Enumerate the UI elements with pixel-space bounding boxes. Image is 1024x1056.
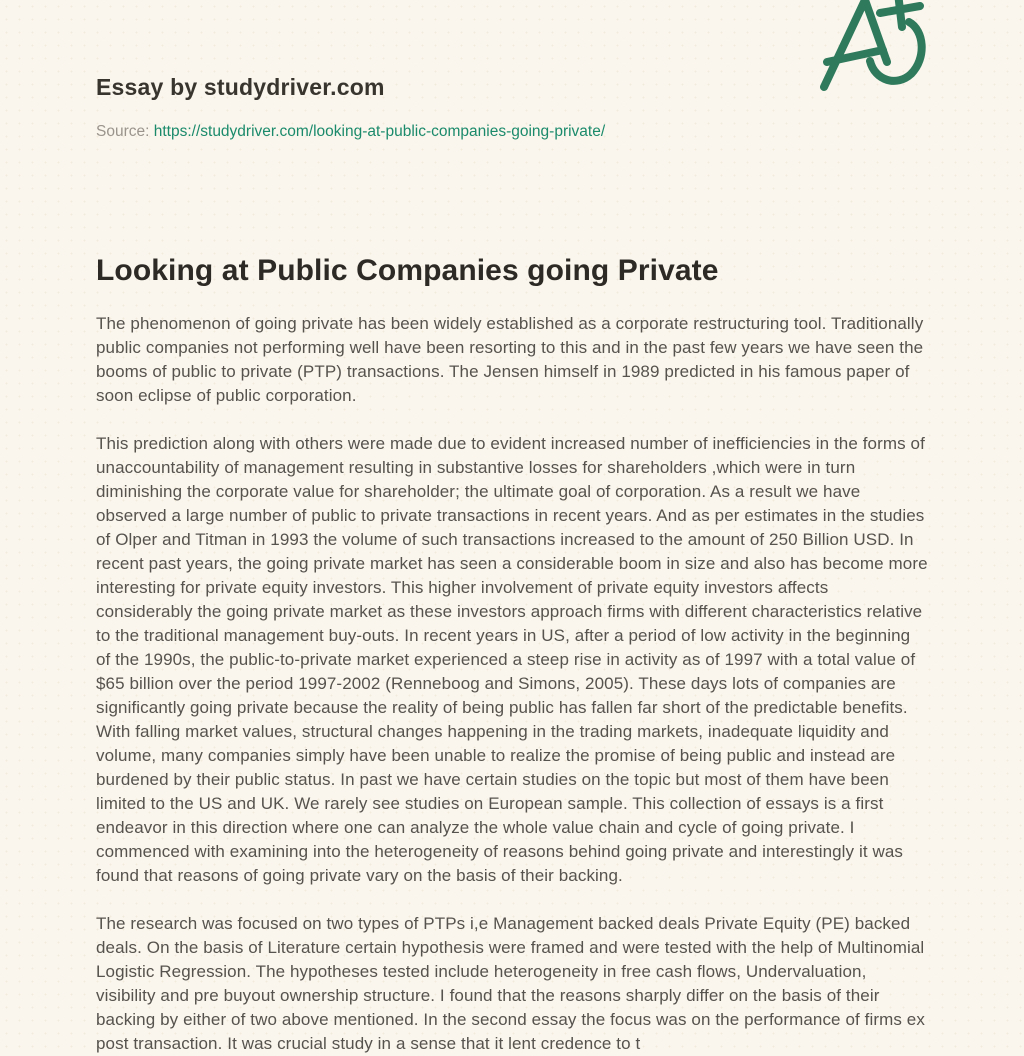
logo-plus-horizontal (880, 6, 920, 13)
article-paragraph-1: The phenomenon of going private has been widely established as a corporate restructuring tool. Traditionally public companies not performing well have been resorting to this and in the past few years we have seen the booms of public to private (PTP) transactions. The Jensen himself in 1989 predicted in his famous paper of soon eclipse of public corporation. (96, 314, 924, 405)
header-title: Essay by studydriver.com (96, 74, 385, 100)
a-plus-logo-icon (813, 0, 935, 97)
article-paragraph-2: This prediction along with others were made due to evident increased number of inefficiencies in the forms of unaccountability of management resulting in substantive losses for shareholders ,which were in turn diminishing the corporate value for shareholder; the ultimate goal of corporation. As a result we have observed a large number of public to private transactions in recent years. And as per estimates in the studies of Olper and Titman in 1993 the volume of such transactions increased to the amount of 250 Billion USD. In recent past years, the going private market has seen a considerable boom in size and also has become more interesting for private equity investors. This higher involvement of private equity investors affects considerably the going private market as these investors approach firms with different characteristics relative to the traditional management buy-outs. In recent years in US, after a period of low activity in the beginning of the 1990s, the public-to-private market experienced a steep rise in activity as of 1997 with a total value of $65 billion over the period 1997-2002 (Renneboog and Simons, 2005). These days lots of companies are significantly going private because the reality of being public has fallen far short of the predictable benefits. With falling market values, structural changes happening in the trading markets, inadequate liquidity and volume, many companies simply have been unable to realize the promise of being public and instead are burdened by their public status. In past we have certain studies on the topic but most of them have been limited to the US and UK. We rarely see studies on European sample. This collection of essays is a first endeavor in this direction where one can analyze the whole value chain and cycle of going private. I commenced with examining into the heterogeneity of reasons behind going private and interestingly it was found that reasons of going private vary on the basis of their backing. (96, 434, 928, 885)
article-paragraph-3: The research was focused on two types of PTPs i,e Management backed deals Private Equity (PE) backed deals. On the basis of Literature certain hypothesis were framed and were tested with the help of Multinomial Logistic Regression. The hypotheses tested include heterogeneity in free cash flows, Undervaluation, visibility and pre buyout ownership structure. I found that the reasons sharply differ on the basis of their backing by either of two above mentioned. In the second essay the focus was on the performance of firms ex post transaction. It was crucial study in a sense that it lent credence to t (96, 914, 925, 1053)
document-content (96, 0, 928, 1056)
source-label: Source: (96, 123, 150, 140)
source-row (96, 122, 928, 142)
article-title: Looking at Public Companies going Private (96, 254, 719, 287)
source-link[interactable]: https://studydriver.com/looking-at-public-companies-going-private/ (153, 123, 606, 140)
